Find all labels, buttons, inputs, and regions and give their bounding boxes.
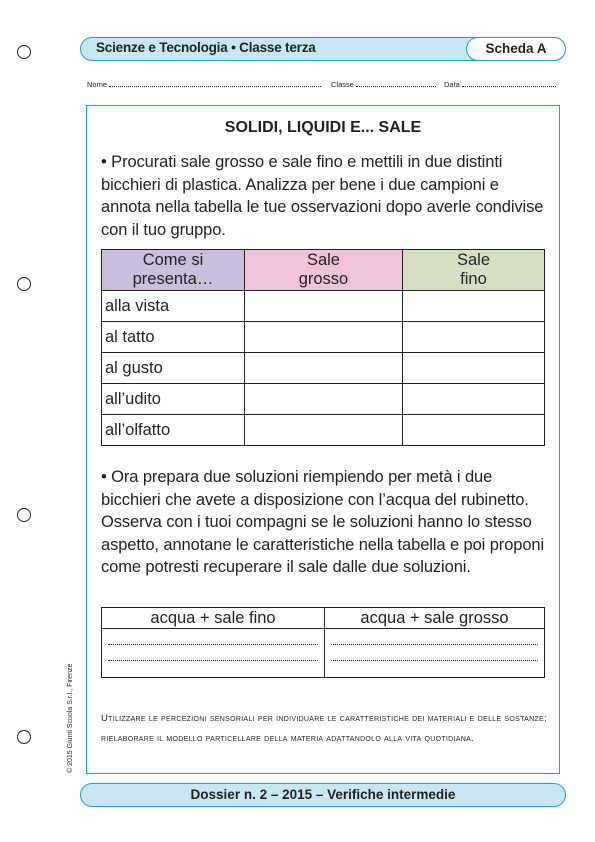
- instruction-2: • Ora prepara due soluzioni riempiendo per metà i due bicchieri che avete a disposizione con l’acqua del rubinetto. Osserva con i tuoi compagni se le soluzioni hanno lo stesso aspetto, annotane le caratteristiche nella tabella e poi proponi come potresti recuperare il sale dalle due soluzioni.: [101, 468, 545, 576]
- row-label: all’olfatto: [102, 415, 245, 446]
- table-row: [102, 291, 545, 322]
- answer-cell-sale-fino[interactable]: [402, 322, 544, 353]
- binder-hole-1: [17, 45, 31, 59]
- dotted-answer-line: [331, 629, 538, 645]
- header-acqua-sale-fino: acqua + sale fino: [102, 608, 325, 629]
- table-row: [102, 384, 545, 415]
- answer-cell-sale-fino[interactable]: [402, 415, 544, 446]
- answer-cell-sale-grosso[interactable]: [244, 353, 402, 384]
- answer-cell-sale-fino[interactable]: [402, 384, 544, 415]
- instruction-1: • Procurati sale grosso e sale fino e mettili in due distinti bicchieri di plastica. Analizza per bene i due campioni e annota nella tabella le tue osservazioni dopo averle condivise con il tuo gruppo.: [101, 153, 544, 239]
- binder-hole-3: [17, 508, 31, 522]
- binder-hole-4: [17, 730, 31, 744]
- name-field-label: Nome: [87, 80, 108, 89]
- solutions-table-header: [102, 608, 545, 629]
- worksheet-title: SOLIDI, LIQUIDI E... SALE: [224, 119, 422, 136]
- date-field-line: [462, 80, 556, 87]
- dotted-answer-line: [108, 629, 318, 645]
- class-field-label: Classe: [331, 80, 354, 89]
- header-acqua-sale-grosso: acqua + sale grosso: [325, 608, 545, 629]
- name-field: [87, 80, 321, 89]
- table-row: [102, 322, 545, 353]
- answer-cell-sale-grosso[interactable]: [244, 384, 402, 415]
- row-label: al tatto: [102, 322, 245, 353]
- answer-cell-acqua-sale-grosso[interactable]: [325, 629, 545, 678]
- answer-cell-sale-grosso[interactable]: [244, 322, 402, 353]
- copyright-notice: © 2015 Giunti Scuola S.r.l., Firenze: [67, 663, 74, 773]
- binder-hole-2: [17, 277, 31, 291]
- class-field-line: [356, 80, 436, 87]
- table-row: [102, 353, 545, 384]
- dotted-answer-line: [331, 645, 538, 661]
- answer-cell-acqua-sale-fino[interactable]: [102, 629, 325, 678]
- date-field: [444, 80, 556, 89]
- dotted-answer-line: [108, 645, 318, 661]
- name-field-line: [109, 80, 321, 87]
- observation-table: [101, 249, 545, 446]
- header-sale-grosso: Sale grosso: [244, 250, 402, 291]
- date-field-label: Data: [444, 80, 460, 89]
- footer-bar: Dossier n. 2 – 2015 – Verifiche intermedie: [80, 783, 566, 807]
- table-row: [102, 415, 545, 446]
- row-label: all’udito: [102, 384, 245, 415]
- answer-cell-sale-grosso[interactable]: [244, 415, 402, 446]
- row-label: alla vista: [102, 291, 245, 322]
- observation-table-header: [102, 250, 545, 291]
- solutions-table: [101, 607, 545, 678]
- table-row: [102, 629, 545, 678]
- answer-cell-sale-fino[interactable]: [402, 353, 544, 384]
- header-title: Scienze e Tecnologia • Classe terza: [96, 40, 316, 55]
- answer-cell-sale-grosso[interactable]: [244, 291, 402, 322]
- answer-cell-sale-fino[interactable]: [402, 291, 544, 322]
- header-come-si-presenta: Come si presenta…: [102, 250, 245, 291]
- row-label: al gusto: [102, 353, 245, 384]
- class-field: [331, 80, 436, 89]
- scheda-label: Scheda A: [466, 37, 566, 61]
- learning-objective: Utilizzare le percezioni sensoriali per individuare le caratteristiche dei materiali e delle sostanze; rielaborare il modello particellare della materia adattandolo alla vita quotidiana.: [101, 713, 547, 744]
- header-sale-fino: Sale fino: [402, 250, 544, 291]
